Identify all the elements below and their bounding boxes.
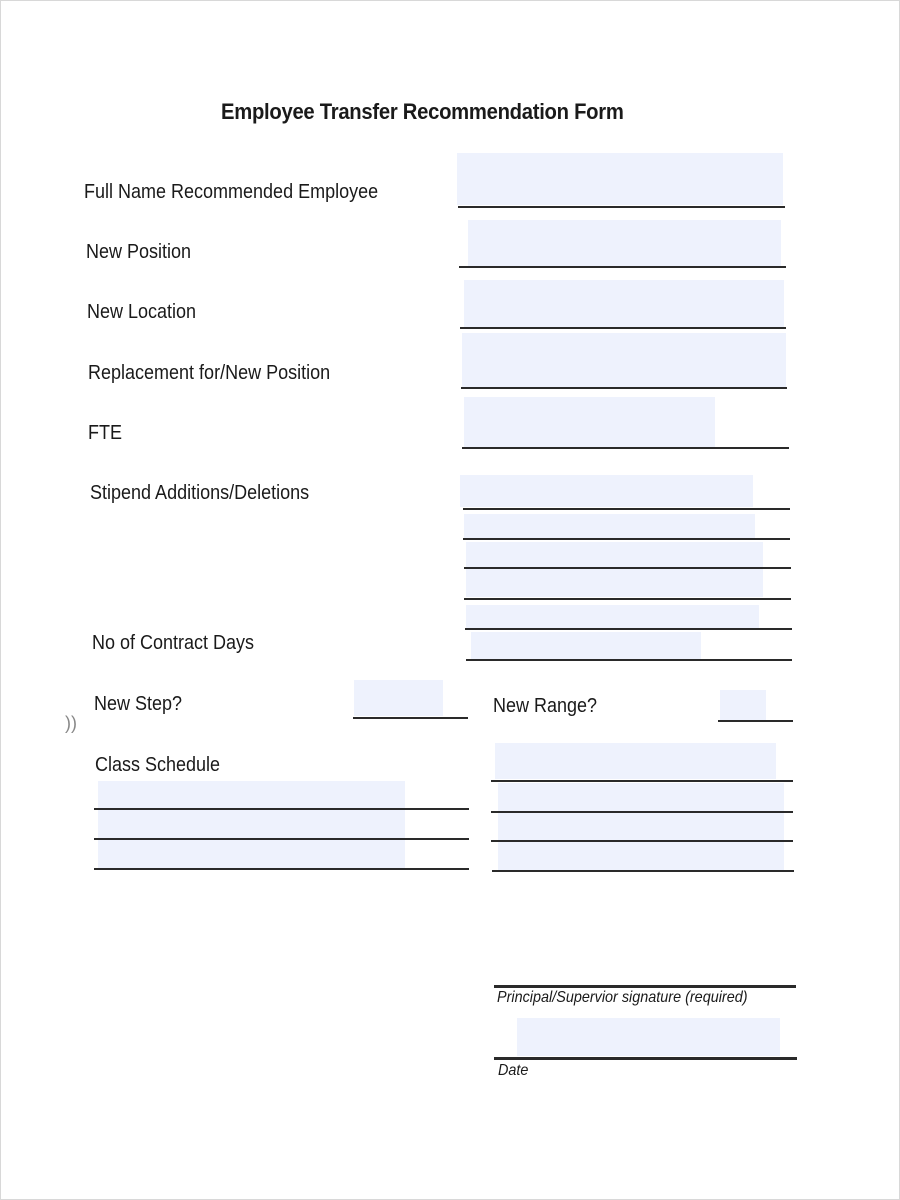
stipend-field-line-2[interactable] xyxy=(464,514,755,539)
full-name-field[interactable] xyxy=(457,153,783,205)
class-schedule-right-field-2[interactable] xyxy=(498,783,784,871)
stipend-rule-5 xyxy=(465,628,792,630)
new-step-rule xyxy=(353,717,468,719)
label-contract-days: No of Contract Days xyxy=(92,632,255,654)
replacement-for-field[interactable] xyxy=(462,333,786,387)
signature-field[interactable] xyxy=(517,1018,780,1056)
label-new-location: New Location xyxy=(87,301,197,323)
label-class-schedule: Class Schedule xyxy=(95,754,221,776)
new-position-field[interactable] xyxy=(468,220,781,266)
class-schedule-right-rule-3 xyxy=(491,840,793,842)
contract-days-field[interactable] xyxy=(471,632,701,659)
new-position-rule xyxy=(459,266,786,268)
label-new-position: New Position xyxy=(86,241,192,263)
date-rule xyxy=(494,1057,797,1060)
stipend-field-line-3[interactable] xyxy=(466,542,763,597)
stipend-rule-1 xyxy=(463,508,790,510)
new-range-rule xyxy=(718,720,793,722)
signature-rule xyxy=(494,985,796,988)
form-title: Employee Transfer Recommendation Form xyxy=(221,99,624,124)
class-schedule-right-rule-4 xyxy=(492,870,794,872)
class-schedule-left-rule-2 xyxy=(94,838,469,840)
fte-field[interactable] xyxy=(464,397,715,447)
label-stipend: Stipend Additions/Deletions xyxy=(90,482,310,504)
stipend-rule-3 xyxy=(464,567,791,569)
class-schedule-right-rule-2 xyxy=(491,811,793,813)
stipend-field-line-1[interactable] xyxy=(460,475,753,507)
class-schedule-left-rule-1 xyxy=(94,808,469,810)
date-label: Date xyxy=(498,1062,529,1079)
label-replacement-for: Replacement for/New Position xyxy=(88,362,331,384)
new-range-field[interactable] xyxy=(720,690,766,720)
margin-mark: )) xyxy=(65,713,77,733)
contract-days-rule xyxy=(466,659,792,661)
class-schedule-left-field[interactable] xyxy=(98,781,405,869)
label-new-step: New Step? xyxy=(94,693,183,715)
label-full-name: Full Name Recommended Employee xyxy=(84,181,379,203)
new-location-field[interactable] xyxy=(464,280,784,327)
label-new-range: New Range? xyxy=(493,695,598,717)
signature-label: Principal/Supervior signature (required) xyxy=(497,989,748,1006)
fte-rule xyxy=(462,447,789,449)
new-step-field[interactable] xyxy=(354,680,443,716)
new-location-rule xyxy=(460,327,786,329)
full-name-rule xyxy=(458,206,785,208)
stipend-field-line-4[interactable] xyxy=(466,605,759,629)
class-schedule-left-rule-3 xyxy=(94,868,469,870)
class-schedule-right-field-1[interactable] xyxy=(495,743,776,779)
stipend-rule-4 xyxy=(464,598,791,600)
label-fte: FTE xyxy=(88,422,123,444)
class-schedule-right-rule-1 xyxy=(491,780,793,782)
replacement-for-rule xyxy=(461,387,787,389)
stipend-rule-2 xyxy=(463,538,790,540)
